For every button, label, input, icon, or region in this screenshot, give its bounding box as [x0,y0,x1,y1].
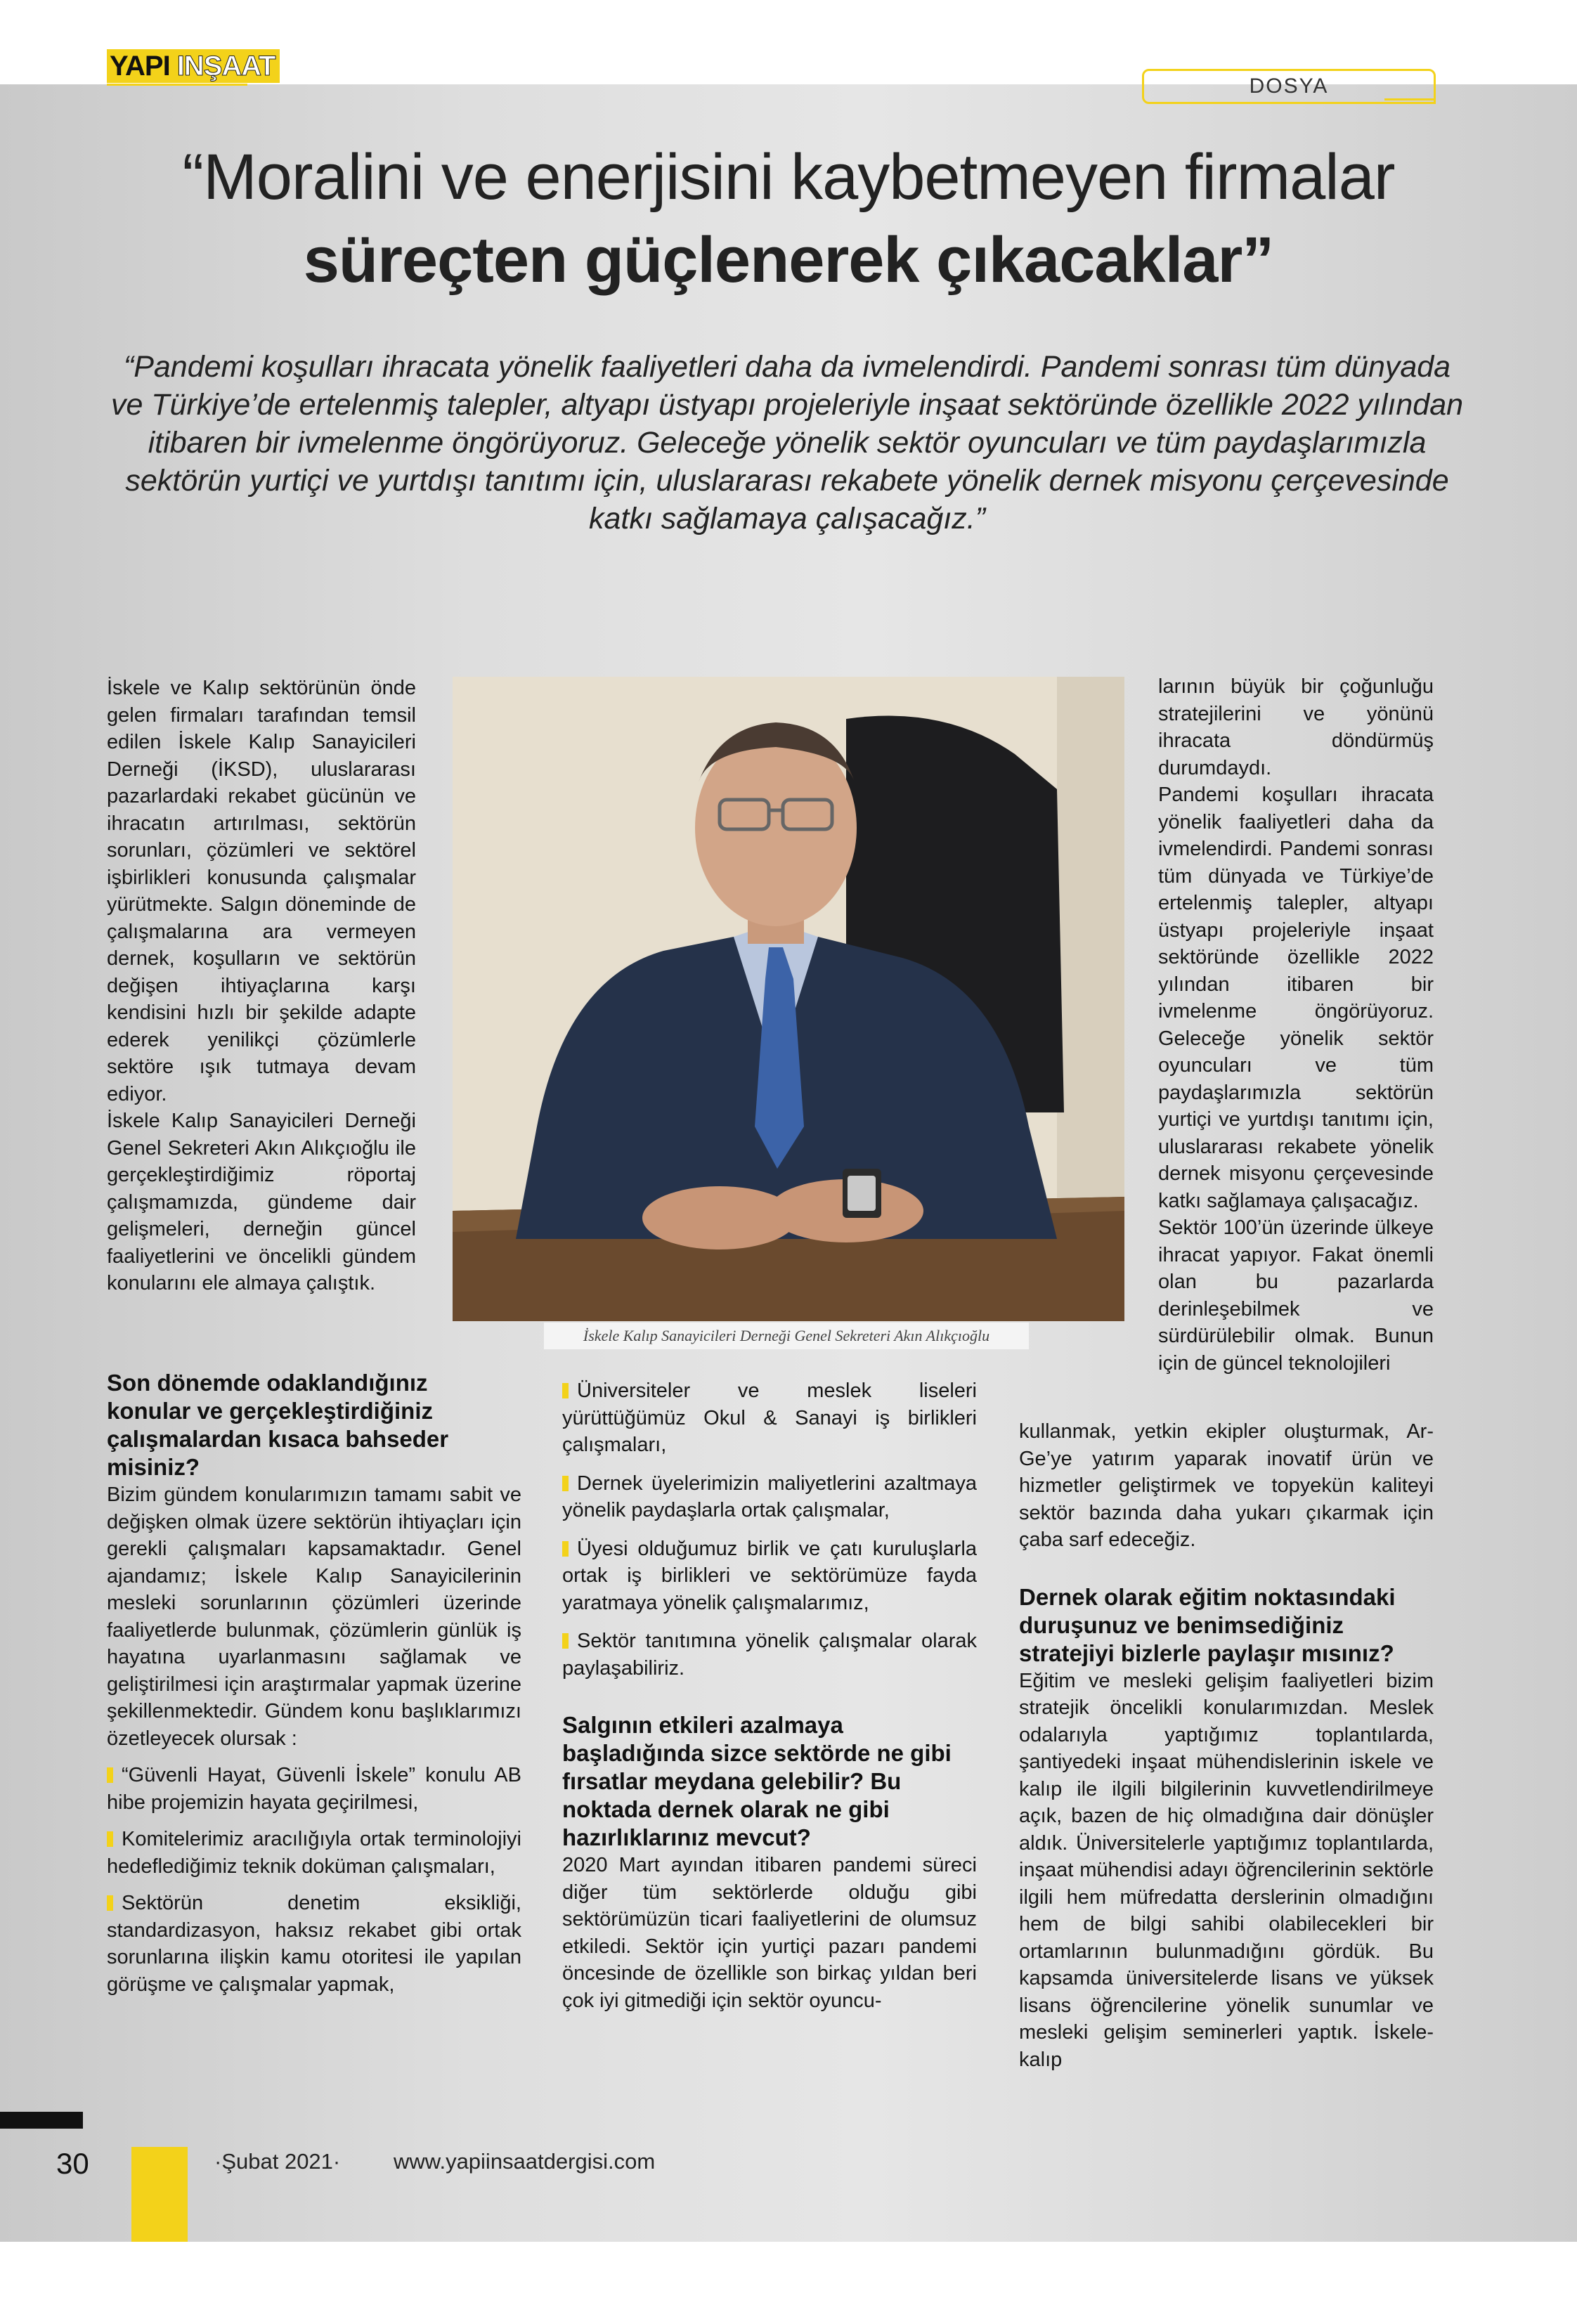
portrait-illustration [453,677,1124,1321]
intro-paragraph-2: İskele Kalıp Sanayicileri Derneği Genel Sekreteri Akın Alıkçıoğlu ile gerçekleştirdiğimiz röportaj çalışmamızda, gündeme dair gelişmeleri, derneğin güncel faaliyetlerini ve öncelikli gündem konularını ele almaya çalıştık. [107,1110,416,1294]
column-3-top [1158,673,1434,1377]
bullet-4: Üniversiteler ve meslek liseleri yürüttüğümüz Okul & Sanayi iş birlikleri çalışmaları, [562,1377,977,1459]
footer-bar [0,2112,83,2129]
bullet-1: “Güvenli Hayat, Güvenli İskele” konulu AB hibe projemizin hayata geçirilmesi, [107,1762,521,1816]
section-label: DOSYA [1142,69,1436,104]
answer-2: 2020 Mart ayından itibaren pandemi süreci diğer tüm sektörlerde olduğu gibi sektörümüzün ticari faaliyetlerini de olumsuz etkiledi. Sektör için yurtiçi pazarı pandemi öncesinde de özellikle son birkaç yıldan beri çok iyi gitmediği için sektör oyuncu- [562,1854,977,2012]
col3-paragraph-3b: kullanmak, yetkin ekipler oluşturmak, Ar-Ge’ye yatırım yaparak inovatif ürün ve hizmetler geliştirmek ve topyekün kaliteyi sektör bazında daha yukarı çıkarmak için çaba sarf edeceğiz. [1019,1420,1434,1551]
column-2 [562,1377,977,2014]
footer-accent-block [131,2147,188,2242]
photo-caption: İskele Kalıp Sanayicileri Derneği Genel Sekreteri Akın Alıkçıoğlu [583,1327,990,1344]
logo-underline [107,84,247,86]
answer-3: Eğitim ve mesleki gelişim faaliyetleri bizim stratejik öncelikli konularımızdan. Meslek odalarıyla yaptığımız toplantılarda, şantiyedeki inşaat mühendislerinin iskele ve kalıp ile ilgili bilgilerinin kuvvetlendirilmeye açık, bazen de hiç olmadığına dair dönüşler aldık. Üniversitelerle yaptığımız toplantılarda, inşaat mühendisi adayı öğrencilerinin sektörle ilgili hem müfredatta derslerinin olmadığını hem de bilgi sahibi olabilecekleri bir ortamlarının bulunmadığını gördük. Bu kapsamda üniversitelerde lisans ve yüksek lisans öğrencilerine yönelik sunumlar ve mesleki gelişim seminerleri yaptık. İskele-kalıp [1019,1669,1434,2071]
col3-paragraph-2: Pandemi koşulları ihracata yönelik faaliyetleri daha da ivmelendirdi. Pandemi sonrası tüm dünyada ve Türkiye’de ertelenmiş talepler, altyapı üstyapı projeleriyle inşaat sektöründe özellikle 2022 yılından itibaren bir ivmelenme öngörüyoruz. Geleceğe yönelik sektör oyuncuları ve tüm paydaşlarımızla sektörün yurtiçi ve yurtdışı tanıtımı için, uluslararası rekabete yönelik dernek misyonu çerçevesinde katkı sağlamaya çalışacağız. [1158,784,1434,1212]
lead-quote: “Pandemi koşulları ihracata yönelik faaliyetleri daha da ivmelendirdi. Pandemi sonrası tüm dünyada ve Türkiye’de ertelenmiş talepler, altyapı üstyapı projeleriyle inşaat sektöründe özellikle 2022 yılından itibaren bir ivmelenme öngörüyoruz. Geleceğe yönelik sektör oyuncuları ve tüm paydaşlarımızla sektörün yurtiçi ve yurtdışı tanıtımı için, uluslararası rekabete yönelik dernek misyonu çerçevesinde katkı sağlamaya çalışacağız.” [110,350,1464,535]
question-2: Salgının etkileri azalmaya başladığında sizce sektörde ne gibi fırsatlar meydana gelebilir? Bu noktada dernek olarak ne gibi hazırlıklarınız mevcut? [562,1712,952,1850]
headline-line1: “Moralini ve enerjisini kaybetmeyen firmalar [182,141,1395,213]
col3-paragraph-3: Sektör 100’ün üzerinde ülkeye ihracat yapıyor. Fakat önemli olan bu pazarlarda derinleşebilmek ve sürdürülebilir olmak. Bunun için de güncel teknolojileri [1158,1216,1434,1375]
magazine-logo [107,49,280,83]
logo-part1: YAPI [107,49,173,83]
bullet-6: Üyesi olduğumuz birlik ve çatı kuruluşlarla ortak iş birlikleri ve sektörümüze fayda yaratmaya yönelik çalışmalarımız, [562,1536,977,1617]
page-number: 30 [56,2147,89,2180]
bullet-5: Dernek üyelerimizin maliyetlerini azaltmaya yönelik paydaşlarla ortak çalışmalar, [562,1470,977,1524]
issue-date: ·Şubat 2021· [214,2149,341,2174]
bullet-3: Sektörün denetim eksikliği, standardizasyon, haksız rekabet gibi ortak sorunlarına ilişkin kamu otoritesi ile yapılan görüşme ve çalışmalar yapmak, [107,1890,521,1998]
column-1-intro [107,675,416,1297]
magazine-url[interactable]: www.yapiinsaatdergisi.com [394,2149,656,2174]
portrait-photo [453,677,1124,1321]
intro-paragraph: İskele ve Kalıp sektörünün önde gelen firmaları tarafından temsil edilen İskele Kalıp Sanayicileri Derneği (İKSD), uluslararası pazarlardaki rekabet gücünün ve ihracatın artırılması, sektörün sorunları, çözümleri ve sektörel işbirlikleri konusunda çalışmalar yürütmekte. Salgın döneminde de çalışmalarına ara vermeyen dernek, koşulların ve sektörün değişen ihtiyaçlarına karşı kendisini hızlı bir şekilde adapte ederek yenilikçi çözümlerle sektöre ışık tutmaya devam ediyor. [107,677,416,1105]
answer-1: Bizim gündem konularımızın tamamı sabit ve değişken olmak üzere sektörün ihtiyaçları için gerekli çalışmaları kapsamaktadır. Genel ajandamız; İskele Kalıp Sanayicilerinin mesleki sorunlarının çözümleri üzerinde faaliyetlerde bulunmak, çözümlerin günlük iş hayatına uyarlanmasını sağlamak ve geliştirilmesi için araştırmalar yapmak üzerine şekillenmektedir. Gündem konu başlıklarımızı özetleyecek olursak : [107,1484,521,1750]
headline-line2: süreçten güçlenerek çıkacaklar” [303,224,1274,296]
column-1-body [107,1369,521,1998]
bullet-2: Komitelerimiz aracılığıyla ortak terminolojiyi hedeflediğimiz teknik doküman çalışmaları, [107,1826,521,1880]
logo-part2: INŞAAT [173,49,280,83]
column-3-body [1019,1418,1434,2073]
col3-paragraph-1: larının büyük bir çoğunluğu stratejilerini ve yönünü ihracata döndürmüş durumdaydı. [1158,675,1434,779]
question-1: Son dönemde odaklandığınız konular ve gerçekleştirdiğiniz çalışmalardan kısaca bahseder misiniz? [107,1370,449,1480]
section-label-underline [1384,98,1434,100]
bullet-7: Sektör tanıtımına yönelik çalışmalar olarak paylaşabiliriz. [562,1628,977,1682]
question-3: Dernek olarak eğitim noktasındaki duruşunuz ve benimsediğiniz stratejiyi bizlerle paylaşır mısınız? [1019,1583,1396,1666]
